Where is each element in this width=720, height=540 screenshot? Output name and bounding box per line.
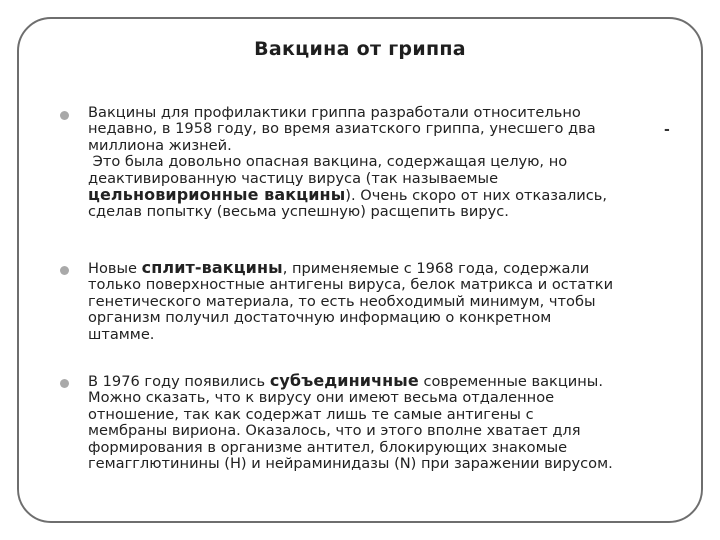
item-2-line-1-rest: , применяемые с 1968 года, содержали (282, 260, 590, 277)
item-2-line-4: организм получил достаточную информацию о конкретном (88, 309, 552, 327)
item-3-line-3: отношение, так как содержат лишь те самые антигены с (88, 405, 534, 423)
item-1-line-2: недавно, в 1958 году, во время азиатского гриппа, унесшего два (88, 120, 596, 138)
term-split-vaccines: сплит-вакцины (141, 258, 283, 277)
item-3-line-1 (88, 373, 673, 390)
item-2-prefix: Новые (88, 260, 142, 277)
term-subunit: субъединичные (269, 371, 419, 390)
item-2-line-5: штамме. (88, 325, 155, 343)
side-dash-mark: - (664, 122, 670, 138)
list-item-2 (88, 260, 673, 343)
item-3-line-6: гемагглютинины (H) и нейраминидазы (N) при заражении вирусом. (88, 455, 613, 473)
item-2-line-1 (88, 260, 673, 277)
item-1-para2-line-4: сделав попытку (весьма успешную) расщепить вирус. (88, 203, 509, 221)
item-2-line-3: генетического материала, то есть необходимый минимум, чтобы (88, 292, 596, 310)
bullet-1-icon (60, 111, 69, 120)
item-3-line-1-rest: современные вакцины. (418, 373, 603, 390)
item-2-line-2: только поверхностные антигены вируса, белок матрикса и остатки (88, 276, 614, 294)
item-1-para2-line-2: деактивированную частицу вируса (так называемые (88, 169, 499, 187)
slide-title: Вакцина от гриппа (254, 38, 466, 60)
item-1-para2-line-1: Это была довольно опасная вакцина, содержащая целую, но (88, 153, 568, 171)
item-3-prefix: В 1976 году появились (88, 373, 270, 390)
bullet-2-icon (60, 266, 69, 275)
item-1-line-3: миллиона жизней. (88, 136, 232, 154)
item-1-para2-line-3 (88, 187, 673, 204)
item-1-line-1: Вакцины для профилактики гриппа разработали относительно (88, 104, 581, 121)
list-item-3 (88, 373, 673, 472)
bullet-3-icon (60, 379, 69, 388)
list-item-1 (88, 105, 673, 221)
item-3-line-5: формирования в организме антител, блокирующих знакомые (88, 438, 568, 456)
item-3-line-4: мембраны вириона. Оказалось, что и этого вполне хватает для (88, 422, 581, 440)
item-3-line-2: Можно сказать, что к вирусу они имеют весьма отдаленное (88, 389, 555, 407)
item-1-para2-line-3-rest: ). Очень скоро от них отказались, (345, 187, 608, 205)
term-whole-virion-vaccines: цельновирионные вакцины (88, 185, 346, 205)
